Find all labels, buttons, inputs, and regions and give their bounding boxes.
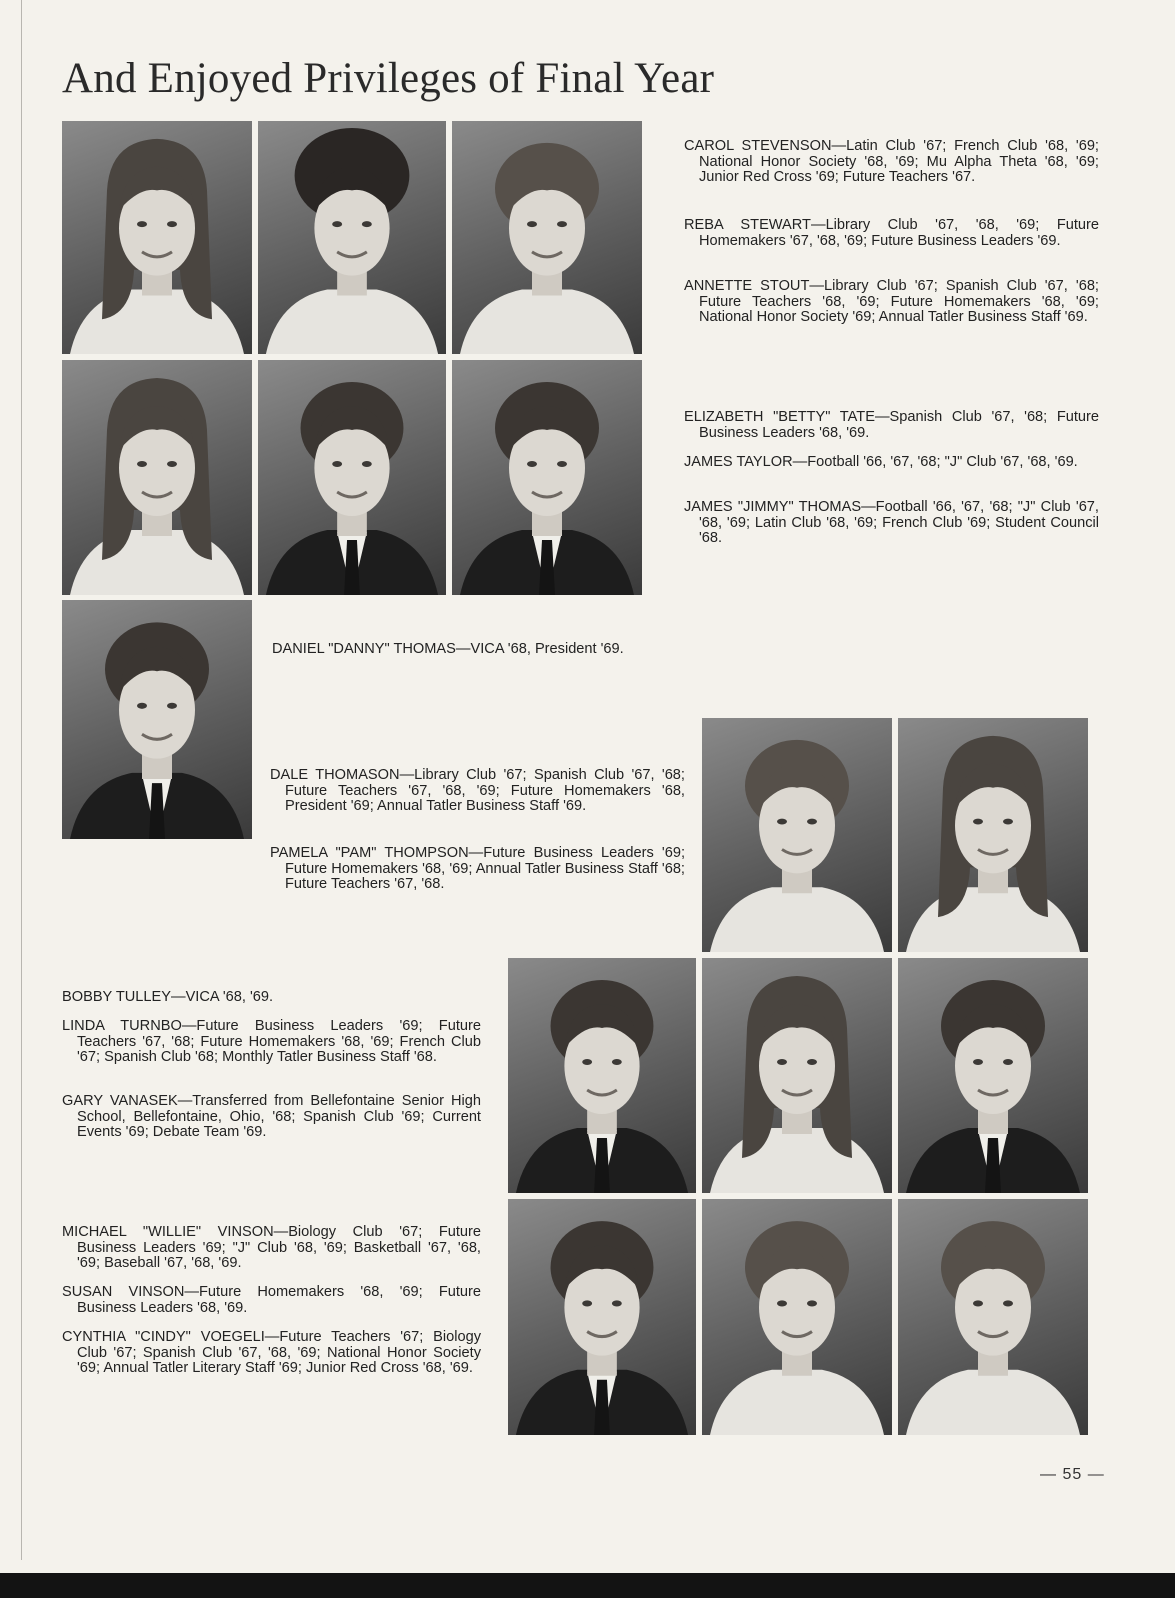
senior-bio	[62, 1330, 481, 1377]
bio-dash: —	[874, 409, 890, 425]
bio-name: MICHAEL "WILLIE" VINSON	[62, 1224, 274, 1240]
bio-name: JAMES TAYLOR	[684, 454, 793, 470]
portrait-silhouette	[258, 360, 446, 595]
senior-bio	[62, 1225, 481, 1272]
portrait-silhouette	[258, 121, 446, 354]
page-edge-line	[21, 0, 22, 1560]
bio-name: PAMELA "PAM" THOMPSON	[270, 845, 469, 861]
bio-activities: Latin Club '67; French Club '68, '69; National Honor Society '68, '69; Mu Alpha Theta '68, '69; Junior Red Cross '69; Future Teachers '67.	[699, 138, 1099, 186]
page-number: — 55 —	[1040, 1466, 1105, 1483]
portrait-silhouette	[62, 600, 252, 839]
portrait-silhouette	[62, 360, 252, 595]
portrait-photo	[452, 360, 642, 595]
senior-bio	[684, 139, 1099, 186]
bio-dash: —	[809, 278, 824, 294]
bio-dash: —	[455, 641, 471, 657]
senior-bio	[684, 455, 1099, 471]
senior-bio	[62, 1019, 481, 1066]
bio-activities: Biology Club '67; Future Business Leaders '69; "J" Club '68, '69; Basketball '67, '68, '69; Baseball '67, '68, '69.	[77, 1224, 481, 1272]
portrait-silhouette	[898, 958, 1088, 1193]
portrait-photo	[62, 121, 252, 354]
portrait-silhouette	[62, 121, 252, 354]
senior-bio	[270, 846, 685, 893]
bio-name: CAROL STEVENSON	[684, 138, 832, 154]
senior-bio	[62, 1285, 481, 1316]
portrait-photo	[702, 718, 892, 952]
senior-bio	[62, 990, 481, 1006]
portrait-photo	[508, 1199, 696, 1435]
senior-bio	[272, 642, 687, 658]
bio-activities: VICA '68, President '69.	[470, 641, 624, 657]
bio-name: LINDA TURNBO	[62, 1018, 182, 1034]
portrait-silhouette	[702, 1199, 892, 1435]
bio-name: GARY VANASEK	[62, 1093, 178, 1109]
senior-bio	[684, 500, 1099, 547]
senior-bio	[684, 279, 1099, 326]
bio-name: DALE THOMASON	[270, 767, 400, 783]
portrait-photo	[508, 958, 696, 1193]
portrait-photo	[258, 121, 446, 354]
bio-dash: —	[468, 845, 484, 861]
bio-activities: Future Homemakers '68, '69; Future Business Leaders '68, '69.	[77, 1284, 481, 1316]
page-title: And Enjoyed Privileges of Final Year	[62, 55, 715, 102]
portrait-photo	[258, 360, 446, 595]
bio-activities: Transferred from Bellefontaine Senior High School, Bellefontaine, Ohio, '68; Spanish Club '69; Current Events '69; Debate Team '69.	[77, 1093, 481, 1141]
bio-name: JAMES "JIMMY" THOMAS	[684, 499, 862, 515]
senior-bio	[270, 768, 685, 815]
portrait-silhouette	[898, 1199, 1088, 1435]
bio-activities: Future Teachers '67; Biology Club '67; Spanish Club '67, '68, '69; National Honor Society '69; Annual Tatler Literary Staff '69; Junior Red Cross '68, '69.	[77, 1329, 482, 1377]
bio-dash: —	[177, 1093, 193, 1109]
bio-dash: —	[831, 138, 847, 154]
bio-dash: —	[399, 767, 415, 783]
bio-activities: Future Business Leaders '69; Future Teachers '67, '68; Future Homemakers '68, '69; French Club '67; Spanish Club '68; Monthly Tatler Business Staff '68.	[77, 1018, 481, 1066]
bio-name: DANIEL "DANNY" THOMAS	[272, 641, 456, 657]
bio-activities: VICA '68, '69.	[185, 989, 274, 1005]
bio-activities: Library Club '67; Spanish Club '67, '68; Future Teachers '67, '68, '69; Future Homemakers '68, President '69; Annual Tatler Business Staff '69.	[285, 767, 685, 815]
bio-dash: —	[181, 1018, 197, 1034]
bio-name: ANNETTE STOUT	[684, 278, 810, 294]
bio-activities: Football '66, '67, '68; "J" Club '67, '68, '69.	[807, 454, 1078, 470]
bio-dash: —	[810, 217, 826, 233]
portrait-silhouette	[702, 958, 892, 1193]
bio-activities: Football '66, '67, '68; "J" Club '67, '68, '69; Latin Club '68, '69; French Club '69; Student Council '68.	[699, 499, 1099, 547]
bio-name: ELIZABETH "BETTY" TATE	[684, 409, 875, 425]
bio-dash: —	[184, 1284, 200, 1300]
bio-dash: —	[273, 1224, 289, 1240]
portrait-silhouette	[508, 958, 696, 1193]
bio-dash: —	[170, 989, 186, 1005]
portrait-photo	[62, 600, 252, 839]
portrait-silhouette	[898, 718, 1088, 952]
bio-dash: —	[861, 499, 876, 515]
portrait-silhouette	[508, 1199, 696, 1435]
bio-name: CYNTHIA "CINDY" VOEGELI	[62, 1329, 265, 1345]
bio-activities: Library Club '67, '68, '69; Future Homemakers '67, '68, '69; Future Business Leaders '69.	[699, 217, 1100, 249]
portrait-photo	[62, 360, 252, 595]
bio-activities: Spanish Club '67, '68; Future Business Leaders '68, '69.	[699, 409, 1100, 441]
portrait-silhouette	[452, 121, 642, 354]
senior-bio	[684, 218, 1099, 249]
bio-activities: Library Club '67; Spanish Club '67, '68; Future Teachers '68, '69; Future Homemakers '68, '69; National Honor Society '69; Annual Tatler Business Staff '69.	[699, 278, 1099, 326]
bio-name: REBA STEWART	[684, 217, 811, 233]
bio-dash: —	[264, 1329, 280, 1345]
portrait-photo	[702, 958, 892, 1193]
portrait-photo	[898, 1199, 1088, 1435]
bio-activities: Future Business Leaders '69; Future Homemakers '68, '69; Annual Tatler Business Staff '68; Future Teachers '67, '68.	[285, 845, 686, 893]
senior-bio	[62, 1094, 481, 1141]
portrait-silhouette	[702, 718, 892, 952]
senior-bio	[684, 410, 1099, 441]
portrait-photo	[898, 958, 1088, 1193]
portrait-photo	[702, 1199, 892, 1435]
bio-name: SUSAN VINSON	[62, 1284, 185, 1300]
portrait-silhouette	[452, 360, 642, 595]
portrait-photo	[898, 718, 1088, 952]
bio-dash: —	[792, 454, 808, 470]
portrait-photo	[452, 121, 642, 354]
bio-name: BOBBY TULLEY	[62, 989, 171, 1005]
bottom-border-bar	[0, 1573, 1175, 1598]
